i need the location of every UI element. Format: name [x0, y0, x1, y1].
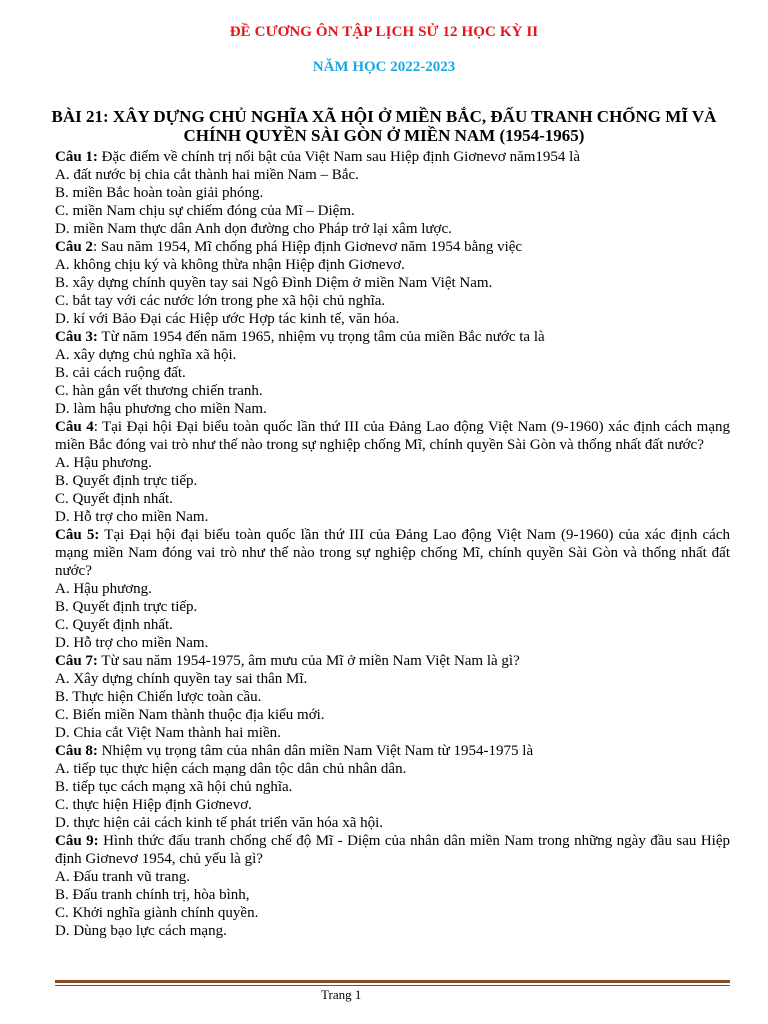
- answer-option: B. Quyết định trực tiếp.: [55, 599, 198, 615]
- answer-option: A. đất nước bị chia cắt thành hai miền Nam – Bắc.: [55, 167, 359, 183]
- answer-option: D. Hỗ trợ cho miền Nam.: [55, 509, 209, 525]
- question-stem: Từ năm 1954 đến năm 1965, nhiệm vụ trọng tâm của miền Bắc nước ta là: [97, 329, 545, 345]
- answer-option: A. tiếp tục thực hiện cách mạng dân tộc dân chủ nhân dân.: [55, 761, 407, 777]
- answer-option: C. bắt tay với các nước lớn trong phe xã hội chủ nghĩa.: [55, 293, 386, 309]
- footer-rule-thick: [55, 980, 730, 983]
- question-list: [55, 148, 730, 940]
- question-text: [55, 742, 730, 760]
- answer-option: D. làm hậu phương cho miền Nam.: [55, 401, 267, 417]
- school-year: NĂM HỌC 2022-2023: [312, 59, 456, 75]
- answer-option: A. Hậu phương.: [55, 455, 152, 471]
- question-text: [55, 526, 730, 580]
- document-title: ĐỀ CƯƠNG ÔN TẬP LỊCH SỬ 12 HỌC KỲ II: [229, 24, 539, 40]
- answer-option: C. Biến miền Nam thành thuộc địa kiểu mới.: [55, 707, 325, 723]
- question-stem: : Tại Đại hội Đại biểu toàn quốc lần thứ III của Đảng Lao động Việt Nam (9-1960) xác định cách mạng miền Bắc đóng vai trò như thế nào trong sự nghiệp chống Mĩ, chính quyền Sài Gòn và thống nhất đất nước?: [55, 419, 730, 453]
- question-label: Câu 4: [55, 419, 94, 435]
- question-stem: Hình thức đấu tranh chống chế độ Mĩ - Diệm của nhân dân miền Nam trong những ngày đầu sau Hiệp định Giơnevơ 1954, chủ yếu là gì?: [55, 833, 731, 867]
- answer-option: C. Khởi nghĩa giành chính quyền.: [55, 905, 259, 921]
- answer-option: A. xây dựng chủ nghĩa xã hội.: [55, 347, 237, 363]
- question-block: [55, 328, 730, 418]
- question-block: [55, 832, 730, 940]
- question-block: [55, 238, 730, 328]
- footer-rule-thin: [55, 985, 730, 986]
- question-block: [55, 742, 730, 832]
- question-block: [55, 148, 730, 238]
- question-stem: : Sau năm 1954, Mĩ chống phá Hiệp định Giơnevơ năm 1954 bằng việc: [92, 239, 523, 255]
- answer-option: D. Dùng bạo lực cách mạng.: [55, 923, 227, 939]
- question-text: [55, 238, 730, 256]
- answer-option: A. Xây dựng chính quyền tay sai thân Mĩ.: [55, 671, 308, 687]
- answer-option: C. Quyết định nhất.: [55, 491, 173, 507]
- question-label: Câu 1:: [55, 149, 98, 165]
- answer-option: B. tiếp tục cách mạng xã hội chủ nghĩa.: [55, 779, 293, 795]
- answer-option: B. Quyết định trực tiếp.: [55, 473, 198, 489]
- answer-option: A. Đấu tranh vũ trang.: [55, 869, 190, 885]
- answer-option: D. Hỗ trợ cho miền Nam.: [55, 635, 209, 651]
- answer-option: B. xây dựng chính quyền tay sai Ngô Đình Diệm ở miền Nam Việt Nam.: [55, 275, 493, 291]
- question-label: Câu 2: [55, 239, 93, 255]
- answer-option: B. miền Bắc hoàn toàn giải phóng.: [55, 185, 264, 201]
- question-text: [55, 832, 730, 868]
- answer-option: B. Đấu tranh chính trị, hòa bình,: [55, 887, 250, 903]
- answer-option: B. Thực hiện Chiến lược toàn cầu.: [55, 689, 262, 705]
- question-stem: Nhiệm vụ trọng tâm của nhân dân miền Nam Việt Nam từ 1954-1975 là: [97, 743, 534, 759]
- question-block: [55, 652, 730, 742]
- answer-option: B. cải cách ruộng đất.: [55, 365, 186, 381]
- question-text: [55, 418, 730, 454]
- question-block: [55, 526, 730, 652]
- question-block: [55, 418, 730, 526]
- question-text: [55, 148, 730, 166]
- answer-option: D. thực hiện cải cách kinh tế phát triển văn hóa xã hội.: [55, 815, 384, 831]
- answer-option: A. Hậu phương.: [55, 581, 152, 597]
- question-stem: Từ sau năm 1954-1975, âm mưu của Mĩ ở miền Nam Việt Nam là gì?: [97, 653, 520, 669]
- answer-option: C. miền Nam chịu sự chiếm đóng của Mĩ – Diệm.: [55, 203, 355, 219]
- question-text: [55, 328, 730, 346]
- answer-option: D. kí với Bảo Đại các Hiệp ước Hợp tác kinh tế, văn hóa.: [55, 311, 400, 327]
- answer-option: C. hàn gắn vết thương chiến tranh.: [55, 383, 263, 399]
- answer-option: D. Chia cắt Việt Nam thành hai miền.: [55, 725, 281, 741]
- answer-option: C. thực hiện Hiệp định Giơnevơ.: [55, 797, 252, 813]
- answer-option: A. không chịu ký và không thừa nhận Hiệp định Giơnevơ.: [55, 257, 405, 273]
- question-label: Câu 7:: [55, 653, 98, 669]
- answer-option: D. miền Nam thực dân Anh dọn đường cho Pháp trở lại xâm lược.: [55, 221, 452, 237]
- page-number: Trang 1: [321, 987, 362, 1002]
- question-label: Câu 5:: [55, 527, 100, 543]
- question-label: Câu 9:: [55, 833, 99, 849]
- question-label: Câu 3:: [55, 329, 98, 345]
- question-stem: Tại Đại hội đại biểu toàn quốc lần thứ III của Đảng Lao động Việt Nam (9-1960) của xác định cách mạng miền Nam đóng vai trò như thế nào trong sự nghiệp chống Mĩ, chính quyền Sài Gòn và thống nhất đất nước?: [55, 527, 730, 579]
- lesson-title: BÀI 21: XÂY DỰNG CHỦ NGHĨA XÃ HỘI Ở MIỀN BẮC, ĐẤU TRANH CHỐNG MĨ VÀ CHÍNH QUYỀN SÀI GÒN Ở MIỀN NAM (1954-1965): [51, 107, 717, 145]
- question-label: Câu 8:: [55, 743, 98, 759]
- answer-option: C. Quyết định nhất.: [55, 617, 173, 633]
- question-stem: Đặc điểm về chính trị nổi bật của Việt Nam sau Hiệp định Giơnevơ năm1954 là: [97, 149, 580, 165]
- question-text: [55, 652, 730, 670]
